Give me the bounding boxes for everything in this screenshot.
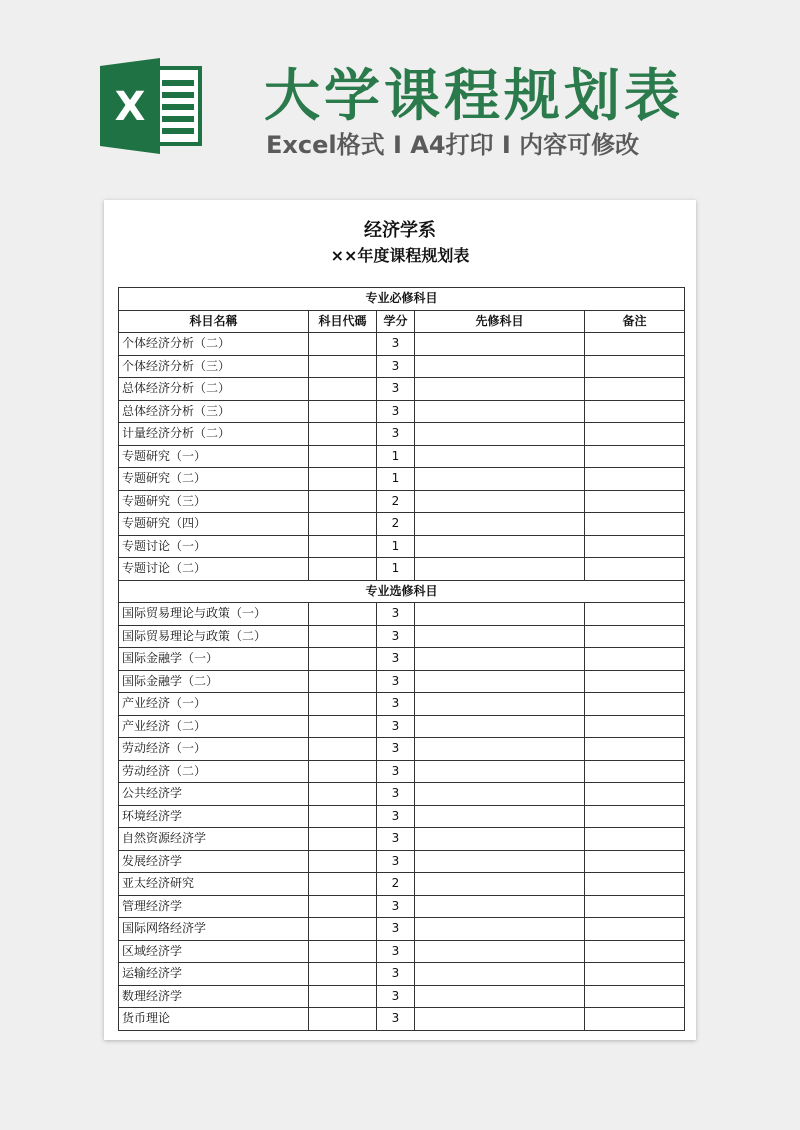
course-remarks-cell xyxy=(585,468,685,491)
course-credit-cell: 3 xyxy=(377,715,415,738)
course-prerequisite-cell xyxy=(415,558,585,581)
course-prerequisite-cell xyxy=(415,895,585,918)
course-prerequisite-cell xyxy=(415,513,585,536)
course-code-cell xyxy=(309,535,377,558)
table-row xyxy=(119,513,685,536)
course-prerequisite-cell xyxy=(415,423,585,446)
course-credit-cell: 3 xyxy=(377,625,415,648)
course-prerequisite-cell xyxy=(415,625,585,648)
course-credit-cell: 2 xyxy=(377,490,415,513)
course-code-cell xyxy=(309,693,377,716)
course-remarks-cell xyxy=(585,355,685,378)
table-row xyxy=(119,400,685,423)
column-header-remarks: 备注 xyxy=(585,310,685,333)
course-credit-cell: 3 xyxy=(377,670,415,693)
course-table xyxy=(118,287,685,1031)
course-prerequisite-cell xyxy=(415,693,585,716)
course-remarks-cell xyxy=(585,333,685,356)
course-remarks-cell xyxy=(585,850,685,873)
required-section-header: 专业必修科目 xyxy=(119,288,685,311)
course-name-cell: 专题研究（二） xyxy=(119,468,309,491)
column-header-name: 科目名稱 xyxy=(119,310,309,333)
course-credit-cell: 2 xyxy=(377,873,415,896)
table-row xyxy=(119,873,685,896)
course-code-cell xyxy=(309,513,377,536)
course-code-cell xyxy=(309,670,377,693)
course-prerequisite-cell xyxy=(415,490,585,513)
course-credit-cell: 3 xyxy=(377,423,415,446)
course-credit-cell: 3 xyxy=(377,850,415,873)
table-row xyxy=(119,423,685,446)
course-name-cell: 国际金融学（一） xyxy=(119,648,309,671)
course-credit-cell: 1 xyxy=(377,445,415,468)
course-credit-cell: 3 xyxy=(377,940,415,963)
course-code-cell xyxy=(309,918,377,941)
course-code-cell xyxy=(309,355,377,378)
course-credit-cell: 3 xyxy=(377,378,415,401)
page-subtitle: Excel格式 I A4打印 I 内容可修改 xyxy=(266,131,640,159)
course-name-cell: 专题讨论（二） xyxy=(119,558,309,581)
course-name-cell: 产业经济（一） xyxy=(119,693,309,716)
course-name-cell: 劳动经济（一） xyxy=(119,738,309,761)
course-remarks-cell xyxy=(585,715,685,738)
table-row xyxy=(119,468,685,491)
course-name-cell: 个体经济分析（二） xyxy=(119,333,309,356)
course-prerequisite-cell xyxy=(415,940,585,963)
table-row xyxy=(119,963,685,986)
course-credit-cell: 3 xyxy=(377,985,415,1008)
table-row xyxy=(119,1008,685,1031)
course-code-cell xyxy=(309,333,377,356)
course-remarks-cell xyxy=(585,783,685,806)
course-code-cell xyxy=(309,940,377,963)
course-name-cell: 专题研究（一） xyxy=(119,445,309,468)
course-prerequisite-cell xyxy=(415,738,585,761)
course-credit-cell: 3 xyxy=(377,1008,415,1031)
table-row xyxy=(119,490,685,513)
column-header-code: 科目代碼 xyxy=(309,310,377,333)
course-code-cell xyxy=(309,805,377,828)
document-sheet xyxy=(104,200,696,1040)
course-code-cell xyxy=(309,985,377,1008)
course-prerequisite-cell xyxy=(415,850,585,873)
course-code-cell xyxy=(309,648,377,671)
course-prerequisite-cell xyxy=(415,670,585,693)
course-remarks-cell xyxy=(585,918,685,941)
header xyxy=(0,0,800,190)
course-code-cell xyxy=(309,423,377,446)
table-row xyxy=(119,828,685,851)
course-code-cell xyxy=(309,783,377,806)
course-prerequisite-cell xyxy=(415,760,585,783)
table-row xyxy=(119,850,685,873)
course-credit-cell: 3 xyxy=(377,333,415,356)
course-credit-cell: 1 xyxy=(377,468,415,491)
course-name-cell: 国际金融学（二） xyxy=(119,670,309,693)
course-credit-cell: 3 xyxy=(377,760,415,783)
course-prerequisite-cell xyxy=(415,468,585,491)
page-title: 大学课程规划表 xyxy=(264,64,684,129)
table-row xyxy=(119,940,685,963)
course-prerequisite-cell xyxy=(415,1008,585,1031)
course-credit-cell: 3 xyxy=(377,738,415,761)
course-credit-cell: 3 xyxy=(377,648,415,671)
course-credit-cell: 1 xyxy=(377,535,415,558)
section-row xyxy=(119,580,685,603)
table-row xyxy=(119,760,685,783)
course-prerequisite-cell xyxy=(415,918,585,941)
table-row xyxy=(119,445,685,468)
course-credit-cell: 3 xyxy=(377,963,415,986)
course-credit-cell: 3 xyxy=(377,828,415,851)
table-row xyxy=(119,715,685,738)
course-name-cell: 劳动经济（二） xyxy=(119,760,309,783)
course-name-cell: 总体经济分析（二） xyxy=(119,378,309,401)
course-code-cell xyxy=(309,738,377,761)
table-row xyxy=(119,895,685,918)
course-prerequisite-cell xyxy=(415,783,585,806)
course-credit-cell: 3 xyxy=(377,355,415,378)
table-row xyxy=(119,783,685,806)
course-credit-cell: 3 xyxy=(377,400,415,423)
course-remarks-cell xyxy=(585,400,685,423)
course-code-cell xyxy=(309,378,377,401)
course-prerequisite-cell xyxy=(415,648,585,671)
course-code-cell xyxy=(309,603,377,626)
course-credit-cell: 3 xyxy=(377,603,415,626)
course-prerequisite-cell xyxy=(415,963,585,986)
course-prerequisite-cell xyxy=(415,715,585,738)
course-name-cell: 国际贸易理论与政策（一） xyxy=(119,603,309,626)
course-code-cell xyxy=(309,468,377,491)
table-row xyxy=(119,625,685,648)
course-name-cell: 专题研究（四） xyxy=(119,513,309,536)
course-prerequisite-cell xyxy=(415,355,585,378)
table-row xyxy=(119,603,685,626)
course-remarks-cell xyxy=(585,535,685,558)
course-remarks-cell xyxy=(585,490,685,513)
plan-title: ××年度课程规划表 xyxy=(330,246,470,265)
course-remarks-cell xyxy=(585,873,685,896)
course-credit-cell: 3 xyxy=(377,783,415,806)
course-credit-cell: 3 xyxy=(377,693,415,716)
department-title: 经济学系 xyxy=(364,220,436,241)
course-name-cell: 数理经济学 xyxy=(119,985,309,1008)
table-row xyxy=(119,805,685,828)
course-code-cell xyxy=(309,445,377,468)
course-name-cell: 总体经济分析（三） xyxy=(119,400,309,423)
column-header-credit: 学分 xyxy=(377,310,415,333)
table-row xyxy=(119,378,685,401)
course-code-cell xyxy=(309,963,377,986)
course-remarks-cell xyxy=(585,963,685,986)
course-remarks-cell xyxy=(585,828,685,851)
table-row xyxy=(119,670,685,693)
course-remarks-cell xyxy=(585,648,685,671)
course-code-cell xyxy=(309,715,377,738)
course-credit-cell: 3 xyxy=(377,918,415,941)
course-credit-cell: 3 xyxy=(377,895,415,918)
table-row xyxy=(119,985,685,1008)
course-remarks-cell xyxy=(585,760,685,783)
course-remarks-cell xyxy=(585,378,685,401)
course-name-cell: 发展经济学 xyxy=(119,850,309,873)
table-row xyxy=(119,648,685,671)
course-remarks-cell xyxy=(585,1008,685,1031)
table-row xyxy=(119,693,685,716)
course-credit-cell: 3 xyxy=(377,805,415,828)
course-name-cell: 专题讨论（一） xyxy=(119,535,309,558)
table-row xyxy=(119,918,685,941)
course-code-cell xyxy=(309,760,377,783)
table-row xyxy=(119,333,685,356)
excel-icon xyxy=(100,58,206,154)
course-code-cell xyxy=(309,558,377,581)
course-name-cell: 专题研究（三） xyxy=(119,490,309,513)
course-remarks-cell xyxy=(585,805,685,828)
course-remarks-cell xyxy=(585,625,685,648)
course-name-cell: 国际网络经济学 xyxy=(119,918,309,941)
course-name-cell: 自然资源经济学 xyxy=(119,828,309,851)
course-prerequisite-cell xyxy=(415,445,585,468)
column-header-prerequisite: 先修科目 xyxy=(415,310,585,333)
course-remarks-cell xyxy=(585,738,685,761)
course-code-cell xyxy=(309,625,377,648)
course-name-cell: 产业经济（二） xyxy=(119,715,309,738)
svg-text:X: X xyxy=(114,84,146,130)
table-row xyxy=(119,355,685,378)
course-prerequisite-cell xyxy=(415,603,585,626)
course-prerequisite-cell xyxy=(415,985,585,1008)
course-name-cell: 国际贸易理论与政策（二） xyxy=(119,625,309,648)
course-remarks-cell xyxy=(585,513,685,536)
course-remarks-cell xyxy=(585,670,685,693)
course-name-cell: 计量经济分析（二） xyxy=(119,423,309,446)
course-prerequisite-cell xyxy=(415,805,585,828)
section-row xyxy=(119,288,685,311)
course-code-cell xyxy=(309,895,377,918)
course-code-cell xyxy=(309,873,377,896)
course-remarks-cell xyxy=(585,693,685,716)
course-prerequisite-cell xyxy=(415,400,585,423)
course-prerequisite-cell xyxy=(415,873,585,896)
course-remarks-cell xyxy=(585,895,685,918)
course-remarks-cell xyxy=(585,985,685,1008)
course-prerequisite-cell xyxy=(415,828,585,851)
course-remarks-cell xyxy=(585,940,685,963)
course-name-cell: 公共经济学 xyxy=(119,783,309,806)
course-credit-cell: 2 xyxy=(377,513,415,536)
course-remarks-cell xyxy=(585,445,685,468)
course-remarks-cell xyxy=(585,558,685,581)
course-code-cell xyxy=(309,828,377,851)
course-prerequisite-cell xyxy=(415,378,585,401)
course-name-cell: 环境经济学 xyxy=(119,805,309,828)
course-remarks-cell xyxy=(585,423,685,446)
course-prerequisite-cell xyxy=(415,535,585,558)
course-remarks-cell xyxy=(585,603,685,626)
course-name-cell: 亚太经济研究 xyxy=(119,873,309,896)
course-code-cell xyxy=(309,850,377,873)
course-name-cell: 个体经济分析（三） xyxy=(119,355,309,378)
course-code-cell xyxy=(309,400,377,423)
table-row xyxy=(119,535,685,558)
column-header-row xyxy=(119,310,685,333)
table-row xyxy=(119,558,685,581)
table-row xyxy=(119,738,685,761)
course-code-cell xyxy=(309,1008,377,1031)
course-code-cell xyxy=(309,490,377,513)
elective-section-header: 专业选修科目 xyxy=(119,580,685,603)
course-name-cell: 管理经济学 xyxy=(119,895,309,918)
course-name-cell: 货币理论 xyxy=(119,1008,309,1031)
course-name-cell: 运输经济学 xyxy=(119,963,309,986)
course-name-cell: 区域经济学 xyxy=(119,940,309,963)
course-credit-cell: 1 xyxy=(377,558,415,581)
course-prerequisite-cell xyxy=(415,333,585,356)
